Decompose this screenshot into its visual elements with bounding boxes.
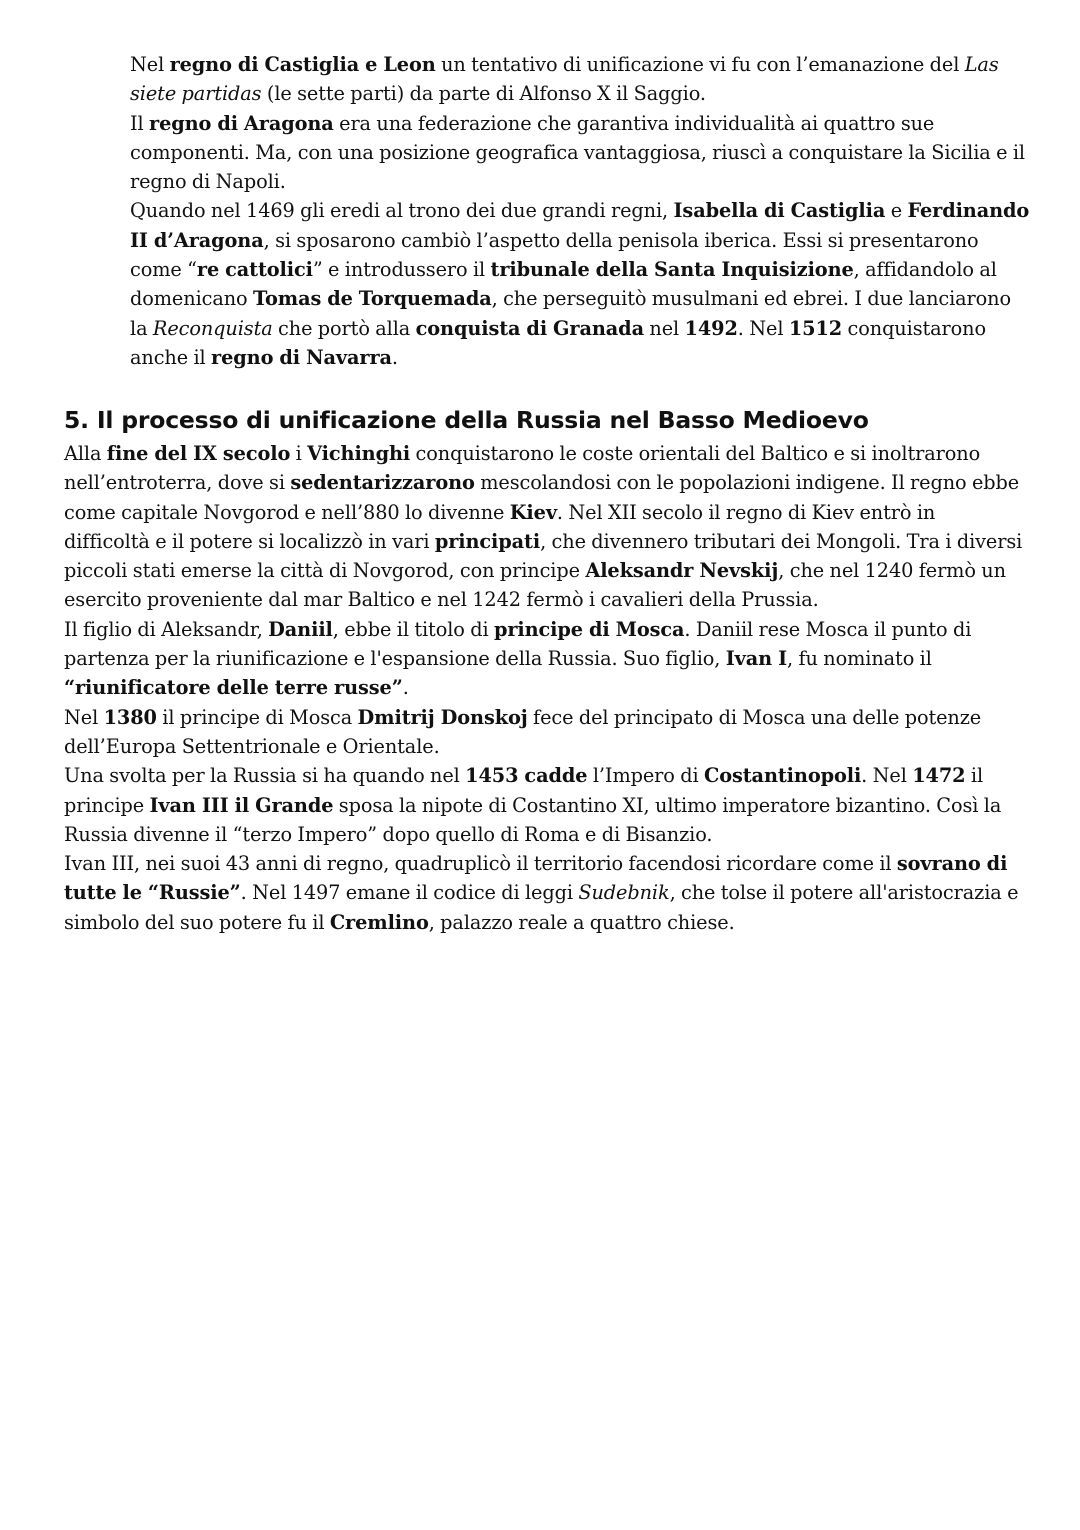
bold-text: Tomas de Torquemada	[252, 287, 492, 311]
bold-text: principe di Mosca	[493, 617, 685, 641]
text-run: . Daniil rese Mosca il punto di partenza per la riunificazione e l'espansione della Russia. Suo figlio,	[64, 617, 972, 671]
text-run: e	[885, 199, 908, 223]
italic-text: Sudebnik	[578, 881, 670, 905]
bold-text: Daniil	[268, 617, 333, 641]
bold-text: Ivan I	[725, 647, 788, 671]
bold-text: 1512	[788, 316, 843, 340]
text-run: conquistarono anche il	[130, 316, 986, 369]
paragraph-donskoj	[64, 703, 1024, 762]
text-run: (le sette parti) da parte di Alfonso X il Saggio.	[261, 82, 706, 106]
text-run: . Nel	[737, 316, 789, 340]
text-run: il principe	[64, 764, 984, 817]
bold-text: 1472	[912, 764, 966, 788]
text-run: l’Impero di	[587, 764, 704, 788]
paragraph-ivan-iii	[64, 849, 1024, 937]
text-run: i	[290, 442, 308, 465]
paragraph-aragona	[130, 109, 1030, 197]
text-run: Alla	[64, 442, 107, 465]
bold-text: re cattolici	[196, 258, 313, 282]
text-run: , fu nominato il	[787, 647, 932, 671]
bold-text: 1492	[684, 316, 738, 340]
intro-section	[130, 50, 1030, 372]
bold-text: 1453 cadde	[465, 764, 588, 788]
text-run: . Nel	[861, 764, 913, 788]
text-run: Nel	[130, 53, 170, 76]
text-run: Il figlio di Aleksandr,	[64, 617, 269, 641]
bold-text: sovrano di tutte le “Russie”	[64, 852, 1008, 905]
bold-text: Dmitrij Donskoj	[357, 705, 528, 729]
bold-text: Ferdinando II d’Aragona	[130, 199, 1030, 252]
text-run: mescolandosi con le popolazioni indigene. Il regno ebbe come capitale Novgorod e nell’880 lo divenne	[64, 471, 1020, 524]
text-run: , ebbe il titolo di	[332, 617, 494, 641]
bold-text: Kiev	[509, 500, 557, 524]
bold-text: 1380	[103, 705, 157, 729]
text-run: il principe di Mosca	[156, 705, 358, 729]
text-run: . Nel XII secolo il regno di Kiev entrò in difficoltà e il potere si localizzò in vari	[64, 500, 936, 553]
text-run: nel	[643, 316, 685, 340]
text-run: Una svolta per la Russia si ha quando nel	[64, 764, 466, 788]
bold-text: Vichinghi	[307, 442, 411, 465]
paragraph-vichinghi	[64, 439, 1024, 615]
text-run: ” e introdussero il	[312, 258, 491, 282]
text-run: sposa la nipote di Costantino XI, ultimo imperatore bizantino. Così la Russia divenne il “terzo Impero” dopo quello di Roma e di Bisanzio.	[64, 793, 1002, 846]
text-run: Il	[130, 111, 150, 135]
paragraph-daniil	[64, 615, 1024, 703]
text-run: che portò alla	[272, 316, 416, 340]
text-run: , che tolse il potere all'aristocrazia e simbolo del suo potere fu il	[64, 881, 1019, 934]
text-run: Quando nel 1469 gli eredi al trono dei due grandi regni,	[130, 199, 674, 223]
text-run: , che nel 1240 fermò un esercito proveniente dal mar Baltico e nel 1242 fermò i cavalieri della Prussia.	[64, 559, 1006, 612]
paragraph-re-cattolici	[130, 196, 1030, 372]
bold-text: Aleksandr Nevskij	[585, 559, 779, 583]
text-run: .	[402, 676, 409, 700]
bold-text: Costantinopoli	[703, 764, 862, 788]
bold-text: “riunificatore delle terre russe”	[64, 676, 403, 700]
italic-text: Reconquista	[152, 316, 273, 340]
italic-text: Las siete partidas	[130, 53, 999, 106]
text-run: . Nel 1497 emane il codice di leggi	[240, 881, 579, 905]
text-run: un tentativo di unificazione vi fu con l’emanazione del	[435, 53, 965, 76]
bold-text: regno di Aragona	[149, 111, 334, 135]
text-run: era una federazione che garantiva individualità ai quattro sue componenti. Ma, con una posizione geografica vantaggiosa, riuscì a conquistare la Sicilia e il regno di Napoli.	[130, 111, 1025, 194]
text-run: Nel	[64, 705, 104, 729]
text-run: conquistarono le coste orientali del Baltico e si inoltrarono nell’entroterra, dove si	[64, 442, 981, 495]
text-run: .	[391, 345, 398, 369]
bold-text: Isabella di Castiglia	[673, 199, 886, 223]
bold-text: Ivan III il Grande	[149, 793, 334, 817]
text-run: , che divennero tributari dei Mongoli. Tra i diversi piccoli stati emerse la città di Novgorod, con principe	[64, 529, 1023, 583]
text-run: , che perseguitò musulmani ed ebrei. I due lanciarono la	[130, 287, 1012, 340]
bold-text: regno di Castiglia e Leon	[169, 53, 436, 76]
text-run: , affidandolo al domenicano	[130, 258, 997, 311]
bold-text: sedentarizzarono	[290, 471, 475, 495]
bold-text: Cremlino	[329, 910, 429, 934]
bold-text: principati	[434, 529, 541, 553]
russia-section	[64, 400, 1024, 937]
text-run: Ivan III, nei suoi 43 anni di regno, quadruplicò il territorio facendosi ricordare come il	[64, 852, 897, 876]
bold-text: regno di Navarra	[211, 345, 392, 369]
text-run: , si sposarono cambiò l’aspetto della penisola iberica. Essi si presentarono come “	[130, 228, 979, 282]
paragraph-castiglia	[130, 50, 1030, 109]
section-heading: 5. Il processo di unificazione della Russia nel Basso Medioevo	[64, 406, 869, 434]
text-run: , palazzo reale a quattro chiese.	[428, 910, 735, 934]
bold-text: fine del IX secolo	[106, 442, 291, 465]
text-run: fece del principato di Mosca una delle potenze dell’Europa Settentrionale e Orientale.	[64, 705, 982, 758]
paragraph-costantinopoli	[64, 761, 1024, 849]
bold-text: tribunale della Santa Inquisizione	[490, 258, 854, 282]
bold-text: conquista di Granada	[415, 316, 644, 340]
